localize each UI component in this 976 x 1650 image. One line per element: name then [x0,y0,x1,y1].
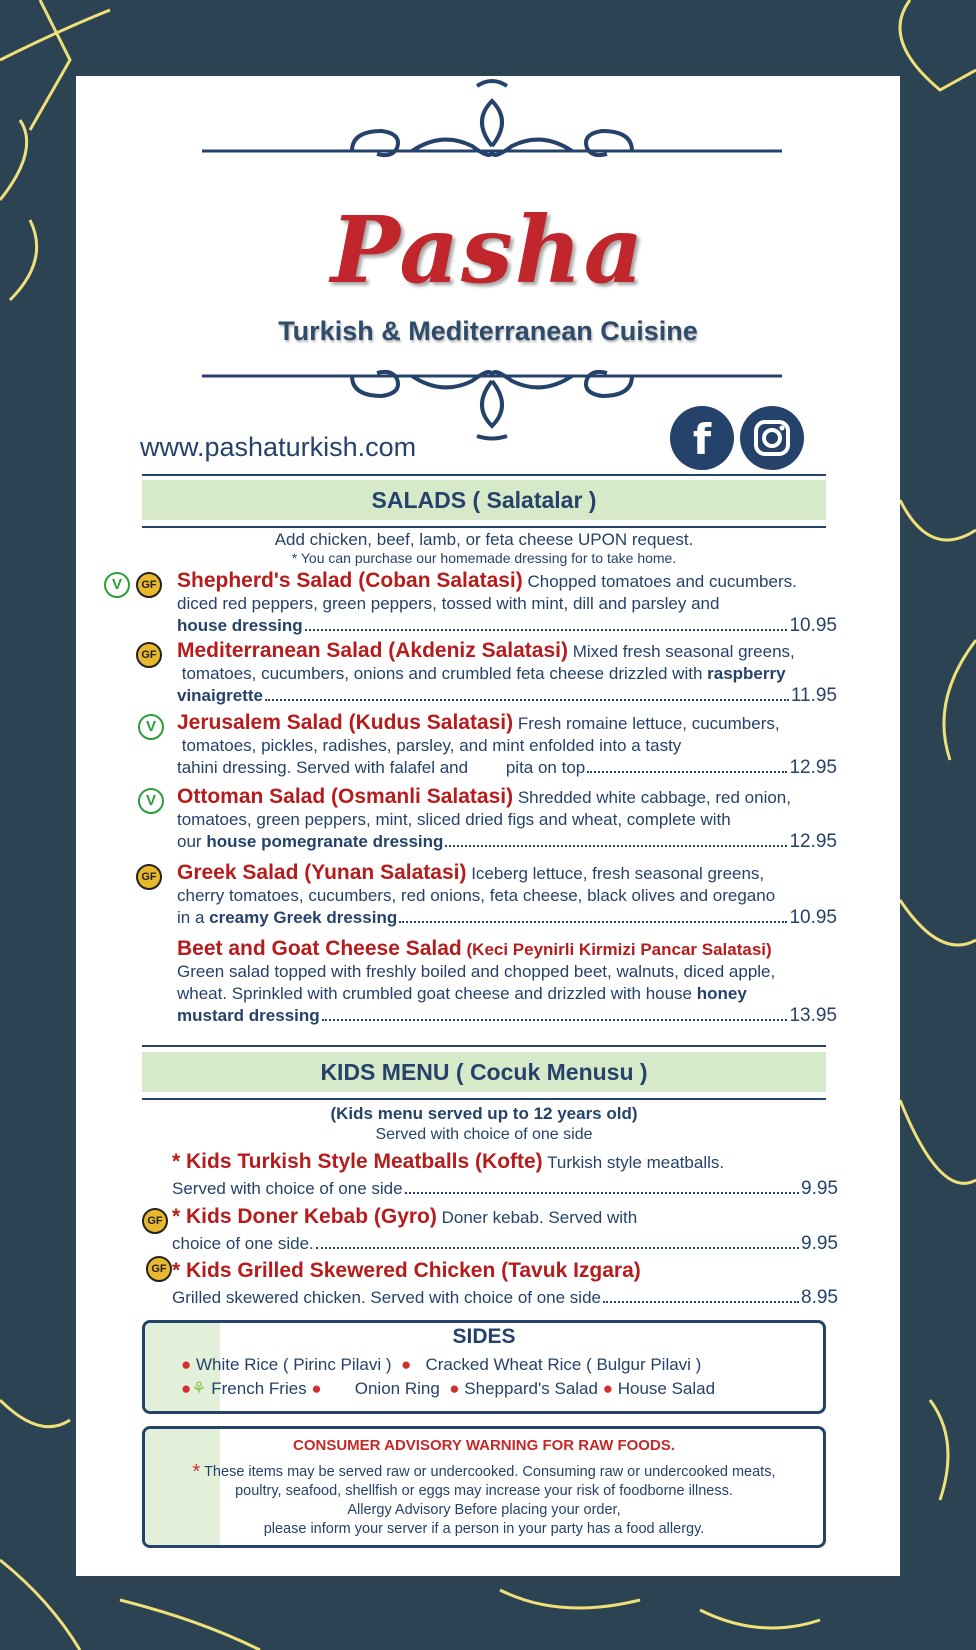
item-name: Greek Salad (Yunan Salatasi) [177,861,467,884]
gluten-free-icon: GF [136,864,162,890]
advisory-line: Allergy Advisory Before placing your order, [347,1502,621,1518]
item-description: vinaigrette [177,686,263,705]
item-description: Mixed fresh seasonal greens, [572,642,795,661]
side-item: Sheppard's Salad [464,1379,598,1398]
item-name: * Kids Turkish Style Meatballs (Kofte) [172,1150,543,1173]
menu-item [177,640,837,707]
menu-item [177,786,837,853]
item-name: Ottoman Salad (Osmanli Salatasi) [177,785,514,808]
wheat-icon: ⚘ [191,1379,207,1398]
item-price: 10.95 [789,615,837,636]
item-description: tomatoes, cucumbers, onions and crumbled feta cheese drizzled with [181,664,703,683]
item-name: Beet and Goat Cheese Salad [177,937,462,960]
item-name: Jerusalem Salad (Kudus Salatasi) [177,711,514,734]
item-price: 10.95 [789,907,837,928]
advisory-box [142,1426,826,1548]
sides-box [142,1320,826,1414]
item-description: Served with choice of one side [172,1179,403,1198]
item-price: 12.95 [789,831,837,852]
menu-item [177,862,837,929]
divider [142,526,826,528]
side-item: French Fries [211,1379,307,1398]
website-link[interactable]: www.pashaturkish.com [140,432,417,462]
item-subtitle: (Keci Peynirli Kirmizi Pancar Salatasi) [466,940,772,959]
item-description: cherry tomatoes, cucumbers, red onions, feta cheese, black olives and oregano [177,886,776,905]
item-name: * Kids Doner Kebab (Gyro) [172,1205,437,1228]
item-price: 12.95 [789,757,837,778]
divider [142,1045,826,1047]
vegetarian-icon: V [138,788,164,814]
item-description: Green salad topped with freshly boiled and chopped beet, walnuts, diced apple, [177,962,776,981]
item-description: raspberry [707,664,786,683]
item-price: 8.95 [801,1287,838,1308]
salads-note: Add chicken, beef, lamb, or feta cheese UPON request. [274,530,694,549]
gluten-free-icon: GF [142,1208,168,1234]
menu-item [177,938,837,1027]
advisory-line: These items may be served raw or undercooked. Consuming raw or undercooked meats, [204,1464,776,1480]
kids-age-note: (Kids menu served up to 12 years old) [330,1104,638,1123]
divider [142,474,826,476]
asterisk-icon: * [192,1461,201,1483]
sides-row-1: ● White Rice ( Pirinc Pilavi ) ● Cracked Wheat Rice ( Bulgur Pilavi ) [181,1355,702,1374]
kids-header: KIDS MENU ( Cocuk Menusu ) [142,1052,826,1092]
side-item: Onion Ring [354,1379,440,1398]
svg-text:f: f [692,415,712,464]
item-price: 9.95 [801,1233,838,1254]
item-description: diced red peppers, green peppers, tossed with mint, dill and parsley and [177,594,720,613]
item-description: Doner kebab. Served with [441,1208,638,1227]
menu-card [76,76,900,1576]
item-description: house pomegranate dressing [206,832,444,851]
side-item: House Salad [617,1379,716,1398]
item-description: creamy Greek dressing [209,908,398,927]
item-name: * Kids Grilled Skewered Chicken (Tavuk Izgara) [172,1259,641,1282]
salads-dressing-note: * You can purchase our homemade dressing for to take home. [291,550,677,566]
item-price: 9.95 [801,1178,838,1199]
sides-row-2: ●⚘ French Fries ● Onion Ring ● Sheppard's Salad ● House Salad [181,1379,716,1398]
kids-side-note: Served with choice of one side [375,1126,593,1143]
side-item: Cracked Wheat Rice ( Bulgur Pilavi ) [425,1355,702,1374]
item-description: mustard dressing [177,1006,320,1025]
item-description: Iceberg lettuce, fresh seasonal greens, [471,864,765,883]
menu-item [177,712,837,779]
item-description: tahini dressing. Served with falafel and pita on top [177,758,586,777]
item-description: our [177,832,202,851]
menu-item [172,1206,838,1255]
side-item: White Rice ( Pirinc Pilavi ) [196,1355,392,1374]
item-description: Fresh romaine lettuce, cucumbers, [517,714,780,733]
item-description: in a [177,908,205,927]
item-description: wheat. Sprinkled with crumbled goat cheese and drizzled with house [177,984,693,1003]
item-name: Shepherd's Salad (Coban Salatasi) [177,569,523,592]
salads-header: SALADS ( Salatalar ) [142,480,826,520]
item-name: Mediterranean Salad (Akdeniz Salatasi) [177,639,568,662]
sides-title: SIDES [452,1325,516,1348]
advisory-line: poultry, seafood, shellfish or eggs may increase your risk of foodborne illness. [235,1483,733,1499]
item-description: house dressing [177,616,303,635]
menu-item [172,1260,838,1309]
tagline: Turkish & Mediterranean Cuisine [278,316,698,346]
ornament-top [202,76,782,176]
instagram-icon[interactable] [740,406,804,470]
advisory-line: please inform your server if a person in your party has a food allergy. [263,1521,705,1537]
menu-item [177,570,837,637]
item-description: honey [696,984,747,1003]
item-description: Grilled skewered chicken. Served with choice of one side [172,1288,601,1307]
gluten-free-icon: GF [136,642,162,668]
item-price: 11.95 [790,685,837,706]
item-description: Shredded white cabbage, red onion, [517,788,791,807]
advisory-text [145,1463,823,1539]
menu-item [172,1151,838,1200]
gluten-free-icon: GF [146,1256,172,1282]
item-description: tomatoes, green peppers, mint, sliced dried figs and wheat, complete with [177,810,731,829]
item-price: 13.95 [789,1005,837,1026]
divider [142,1098,826,1100]
item-description: tomatoes, pickles, radishes, parsley, and mint enfolded into a tasty [181,736,682,755]
advisory-title: CONSUMER ADVISORY WARNING FOR RAW FOODS. [293,1437,675,1454]
item-description: choice of one side. [172,1234,314,1253]
item-description: Turkish style meatballs. [547,1153,725,1172]
brand-logo: Pasha [330,196,646,304]
facebook-icon[interactable] [670,406,734,470]
item-description: Chopped tomatoes and cucumbers. [527,572,797,591]
vegetarian-icon: V [104,572,130,598]
gluten-free-icon: GF [136,572,162,598]
vegetarian-icon: V [138,714,164,740]
